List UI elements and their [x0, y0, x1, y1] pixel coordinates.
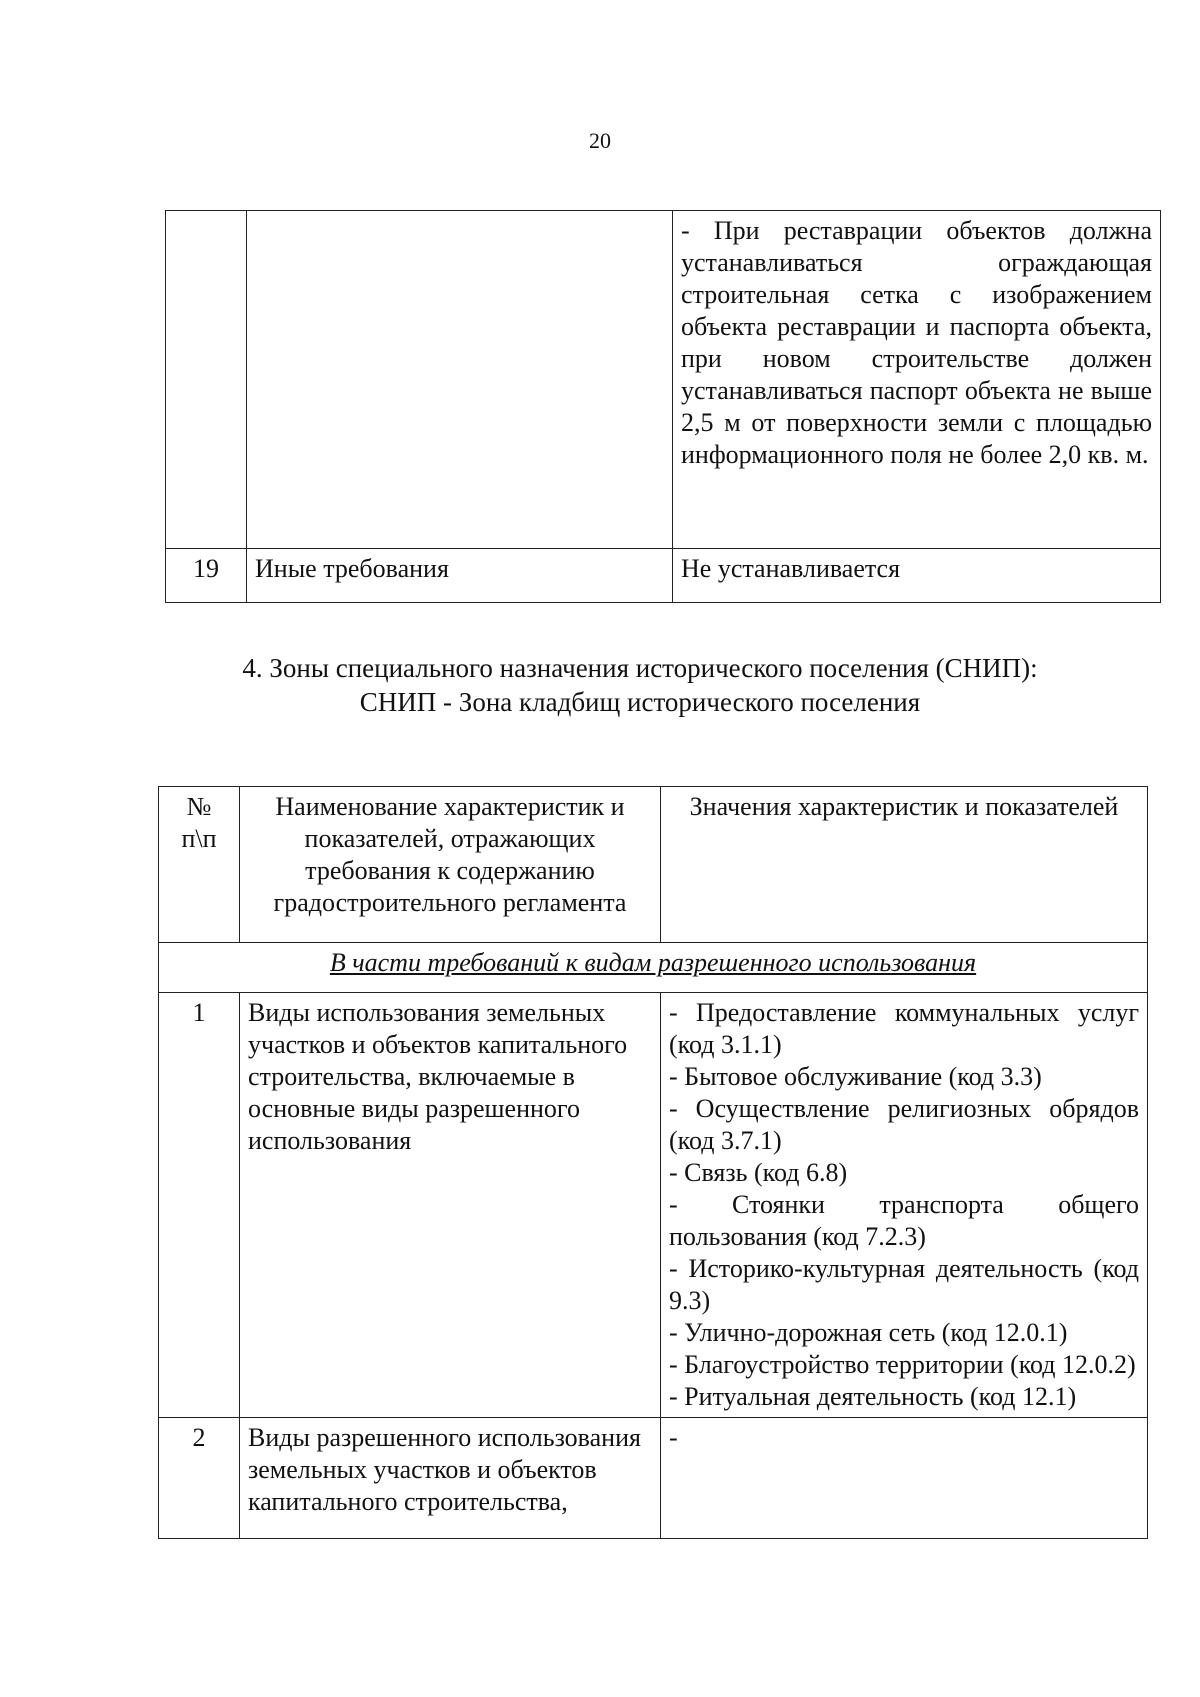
table-row: [159, 1418, 1148, 1539]
row-value: Не устанавливается: [673, 549, 1161, 603]
section-title: В части требований к видам разрешенного использования: [159, 943, 1148, 993]
use-type-item: - Осуществление религиозных обрядов (код 3.7.1): [669, 1094, 1139, 1155]
zone-subtitle: СНИП - Зона кладбищ исторического поселения: [359, 687, 921, 717]
table-row: [166, 549, 1161, 603]
use-type-item: - Бытовое обслуживание (код 3.3): [669, 1062, 1042, 1091]
header-name: Наименование характеристик и показателей, отражающих требования к содержанию градостроительного регламента: [240, 787, 661, 943]
use-type-item: - Связь (код 6.8): [669, 1158, 848, 1187]
row-value: - При реставрации объектов должна устанавливаться ограждающая строительная сетка с изображением объекта реставрации и паспорта объекта, при новом строительстве должен устанавливаться паспорт объекта не выше 2,5 м от поверхности земли с площадью информационного поля не более 2,0 кв. м.: [673, 211, 1161, 549]
section-row: [159, 943, 1148, 993]
row-values: [661, 993, 1148, 1418]
zone-title: 4. Зоны специального назначения исторического поселения (СНИП):: [242, 653, 1038, 683]
row-name: Виды разрешенного использования земельных участков и объектов капитального строительства,: [240, 1418, 661, 1539]
row-name: Иные требования: [247, 549, 673, 603]
use-type-item: - Улично-дорожная сеть (код 12.0.1): [669, 1318, 1068, 1347]
zone-regulations-table: [158, 786, 1148, 1539]
row-value: -: [661, 1418, 1148, 1539]
use-type-item: - Предоставление коммунальных услуг (код 3.1.1): [669, 998, 1139, 1059]
row-number: 1: [159, 993, 240, 1418]
table-row: [166, 211, 1161, 549]
header-value: Значения характеристик и показателей: [661, 787, 1148, 943]
use-type-item: - Стоянки транспорта общего пользования (код 7.2.3): [669, 1190, 1139, 1251]
row-number: 2: [159, 1418, 240, 1539]
use-type-item: - Ритуальная деятельность (код 12.1): [669, 1382, 1077, 1411]
row-number: [166, 211, 247, 549]
table-header-row: [159, 787, 1148, 943]
header-number: № п\п: [159, 787, 240, 943]
page-number: 20: [589, 128, 611, 153]
requirements-table-continued: [165, 210, 1161, 603]
table-row: [159, 993, 1148, 1418]
row-number: 19: [166, 549, 247, 603]
use-type-item: - Благоустройство территории (код 12.0.2): [669, 1350, 1136, 1379]
row-name: [247, 211, 673, 549]
use-type-item: - Историко-культурная деятельность (код 9.3): [669, 1254, 1139, 1315]
row-name: Виды использования земельных участков и объектов капитального строительства, включаемые в основные виды разрешенного использования: [240, 993, 661, 1418]
